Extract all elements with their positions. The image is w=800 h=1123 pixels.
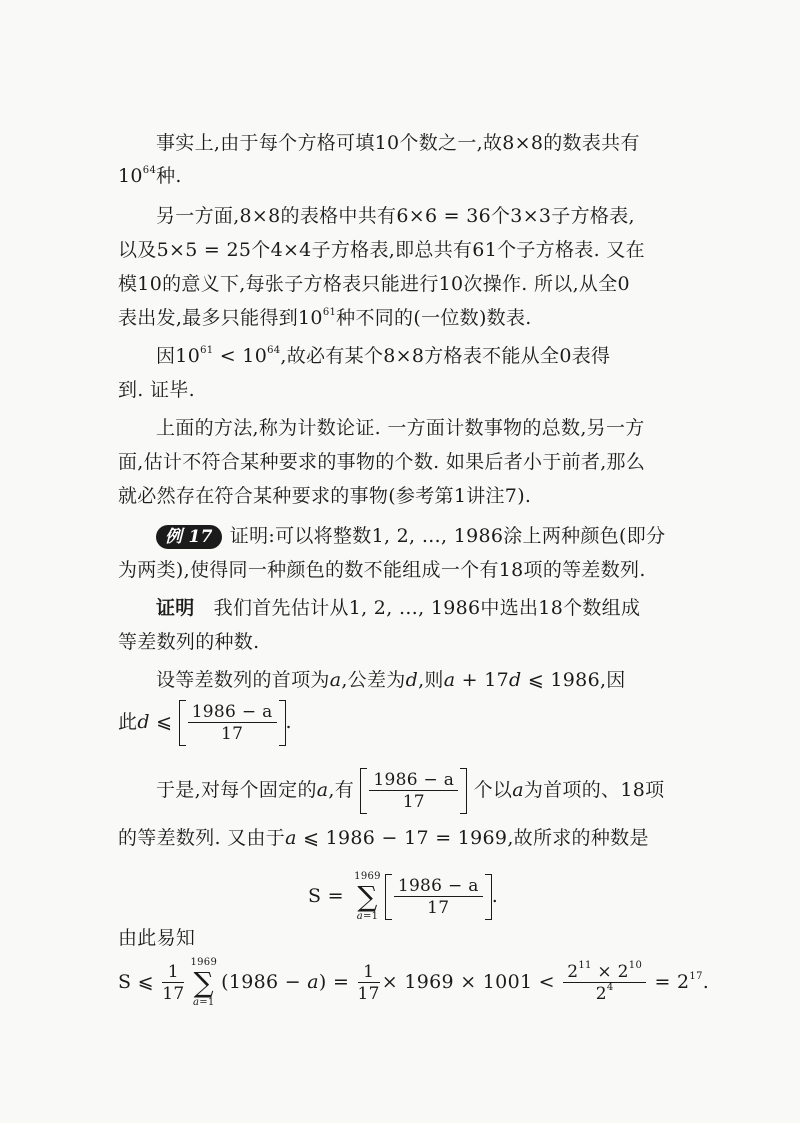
floor-bracket: $\frac{1986 - a}{17}$ [179,700,286,746]
paragraph-2-line-2: 以及5×5 = 25个4×4子方格表,即总共有61个子方格表. 又在 [118,239,645,261]
paragraph-4-line-1: 上面的方法,称为计数论证. 一方面计数事物的总数,另一方 [156,417,645,439]
example-17-line-1: 例 17 证明:可以将整数1, 2, …, 1986涂上两种颜色(即分 [118,518,726,554]
paragraph-1-line-2: $10^{64}$种. [118,164,182,187]
paragraph-2-line-4: 表出发,最多只能得到$10^{61}$种不同的(一位数)数表. [118,306,532,329]
proof-line-2: 等差数列的种数. [118,631,260,653]
floor-bracket: $\frac{1986 - a}{17}$ [360,768,467,814]
paragraph-2-line-3: 模10的意义下,每张子方格表只能进行10次操作. 所以,从全0 [118,273,630,295]
paragraph-6-line-1: 于是,对每个固定的a,有 $\frac{1986 - a}{17}$ 个以a为首项的、18项 [118,764,726,816]
summation-symbol: 1969 ∑ a=1 [354,871,381,922]
paragraph-7: 由此易知 [118,927,196,949]
equation-1: S = 1969 ∑ a=1 $\frac{1986 - a}{17}$ . [307,871,499,922]
floor-bracket: $\frac{1986 - a}{17}$ [385,874,492,920]
paragraph-3-line-1: 因$10^{61} < 10^{64}$,故必有某个8×8方格表不能从全0表得 [156,344,611,367]
summation-symbol: 1969 ∑ a=1 [190,957,218,1008]
paragraph-5-line-1: 设等差数列的首项为a,公差为d,则a + 17d ⩽ 1986,因 [156,669,626,691]
equation-2: S ⩽ $\frac{1}{17}$ 1969 ∑ a=1 (1986 − a) = $\frac{1}{17}$ × 1969 × 1001 < $\frac{2^{11} \times 2^{10}}{2^4}$ = $2^{17}$. [118,957,710,1008]
proof-label: 证明 [156,597,195,619]
paragraph-3-line-2: 到. 证毕. [118,379,195,401]
paragraph-4-line-2: 面,估计不符合某种要求的事物的个数. 如果后者小于前者,那么 [118,451,646,473]
paragraph-4-line-3: 就必然存在符合某种要求的事物(参考第1讲注7). [118,485,532,507]
example-badge: 例 17 [156,525,222,549]
paragraph-2-line-1: 另一方面,8×8的表格中共有6×6 = 36个3×3子方格表, [156,205,635,227]
proof-line-1: 证明 我们首先估计从1, 2, …, 1986中选出18个数组成 [156,597,641,619]
paragraph-6-line-2: 的等差数列. 又由于a ⩽ 1986 − 17 = 1969,故所求的种数是 [118,827,649,849]
paragraph-5-line-2: 此d ⩽ $\frac{1986 - a}{17}$ . [118,696,688,748]
example-17-line-2: 为两类),使得同一种颜色的数不能组成一个有18项的等差数列. [118,559,646,581]
paragraph-1-line-1: 事实上,由于每个方格可填10个数之一,故8×8的数表共有 [156,132,640,154]
